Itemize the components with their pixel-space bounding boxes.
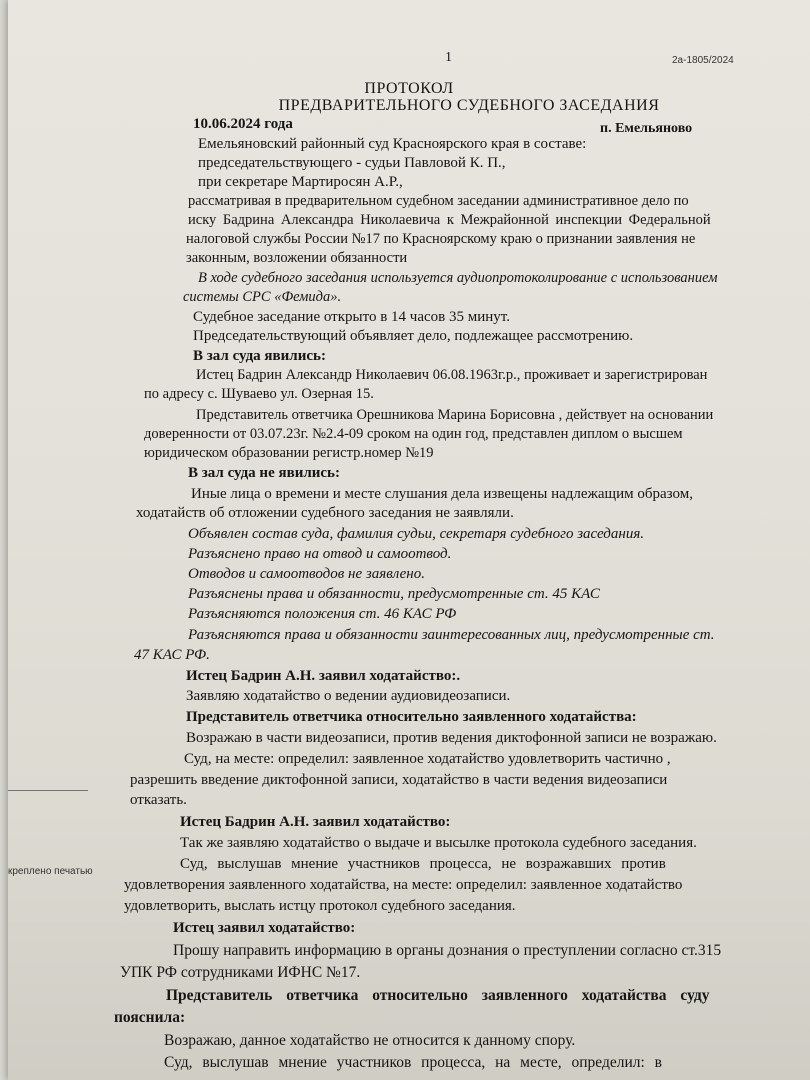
text-line: Разъяснено право на отвод и самоотвод. — [188, 546, 452, 562]
text-line: системы СРС «Фемида». — [183, 289, 342, 305]
section-heading: Истец заявил ходатайство: — [173, 920, 356, 936]
text-line: Заявляю ходатайство о ведении аудиовидеозаписи. — [186, 688, 511, 704]
text-line: Иные лица о времени и месте слушания дела извещены надлежащим образом, — [191, 486, 693, 502]
text-line: Так же заявляю ходатайство о выдаче и высылке протокола судебного заседания. — [180, 835, 697, 851]
section-heading: Истец Бадрин А.Н. заявил ходатайство:. — [186, 668, 461, 684]
text-line: Истец Бадрин Александр Николаевич 06.08.1963г.р., проживает и зарегистрирован — [196, 367, 708, 383]
text-line: Возражаю, данное ходатайство не относится к данному спору. — [164, 1032, 576, 1049]
text-line: по адресу с. Шуваево ул. Озерная 15. — [144, 386, 374, 402]
document-subtitle: ПРЕДВАРИТЕЛЬНОГО СУДЕБНОГО ЗАСЕДАНИЯ — [278, 97, 660, 114]
text-line: Разъясняются положения ст. 46 КАС РФ — [188, 606, 457, 622]
text-line: Прошу направить информацию в органы дознания о преступлении согласно ст.315 — [173, 942, 722, 959]
text-line: доверенности от 03.07.23г. №2.4-09 сроком на один год, представлен диплом о высшем — [144, 426, 683, 442]
text-line: 47 КАС РФ. — [134, 647, 210, 663]
text-line: законным, возложении обязанности — [186, 250, 408, 266]
text-line: Представитель ответчика Орешникова Марина Борисовна , действует на основании — [196, 407, 714, 423]
text-line: УПК РФ сотрудниками ИФНС №17. — [120, 964, 361, 981]
text-line: Отводов и самоотводов не заявлено. — [188, 566, 425, 582]
text-line: удовлетворения заявленного ходатайства, на месте: определил: заявленное ходатайство — [124, 877, 683, 893]
session-date: 10.06.2024 года — [193, 116, 293, 132]
text-line: разрешить введение диктофонной записи, ходатайство в части ведения видеозаписи — [130, 772, 668, 788]
text-line: Разъяснены права и обязанности, предусмотренные ст. 45 КАС — [188, 586, 600, 602]
text-line: Возражаю в части видеозаписи, против ведения диктофонной записи не возражаю. — [186, 730, 717, 746]
text-line: Суд, выслушав мнение участников процесса, на месте, определил: в — [164, 1054, 662, 1071]
section-heading: В зал суда явились: — [193, 348, 326, 364]
text-line: Судебное заседание открыто в 14 часов 35 минут. — [193, 309, 510, 325]
text-line: Емельяновский районный суд Красноярского края в составе: — [198, 136, 587, 152]
text-line: юридическом образовании регистр.номер №19 — [144, 445, 434, 461]
margin-note: креплено печатью — [8, 866, 93, 877]
document-page — [8, 0, 810, 1080]
text-line: Суд, на месте: определил: заявленное ходатайство удовлетворить частично , — [184, 751, 671, 767]
document-title: ПРОТОКОЛ — [364, 80, 454, 97]
text-line: отказать. — [130, 792, 187, 808]
session-place: п. Емельяново — [600, 121, 693, 136]
text-line: Председательствующий объявляет дело, подлежащее рассмотрению. — [193, 328, 634, 344]
text-line: рассматривая в предварительном судебном заседании административное дело по — [188, 193, 689, 209]
text-line: председательствующего - судьи Павловой К. П., — [198, 155, 506, 171]
text-line: Объявлен состав суда, фамилия судьи, секретаря судебного заседания. — [188, 526, 645, 542]
page-number: 1 — [445, 50, 452, 65]
section-heading: Представитель ответчика относительно заявленного ходатайства: — [186, 709, 637, 725]
section-heading: пояснила: — [114, 1009, 186, 1026]
text-line: Разъясняются права и обязанности заинтересованных лиц, предусмотренные ст. — [188, 627, 715, 643]
section-heading: Истец Бадрин А.Н. заявил ходатайство: — [180, 814, 451, 830]
text-line: иску Бадрина Александра Николаевича к Межрайонной инспекции Федеральной — [188, 212, 711, 228]
text-line: удовлетворить, выслать истцу протокол судебного заседания. — [124, 898, 516, 914]
text-line: при секретаре Мартиросян А.Р., — [198, 174, 403, 190]
case-number: 2а-1805/2024 — [672, 55, 734, 66]
section-heading: Представитель ответчика относительно заявленного ходатайства суду — [166, 987, 710, 1004]
text-line: ходатайств об отложении судебного заседания не заявляли. — [136, 505, 514, 521]
text-line: Суд, выслушав мнение участников процесса, не возражавших против — [180, 856, 666, 872]
text-line: В ходе судебного заседания используется аудиопротоколирование с использованием — [198, 270, 718, 286]
text-line: налоговой службы России №17 по Красноярскому краю о признании заявления не — [186, 231, 696, 247]
section-heading: В зал суда не явились: — [188, 465, 340, 481]
